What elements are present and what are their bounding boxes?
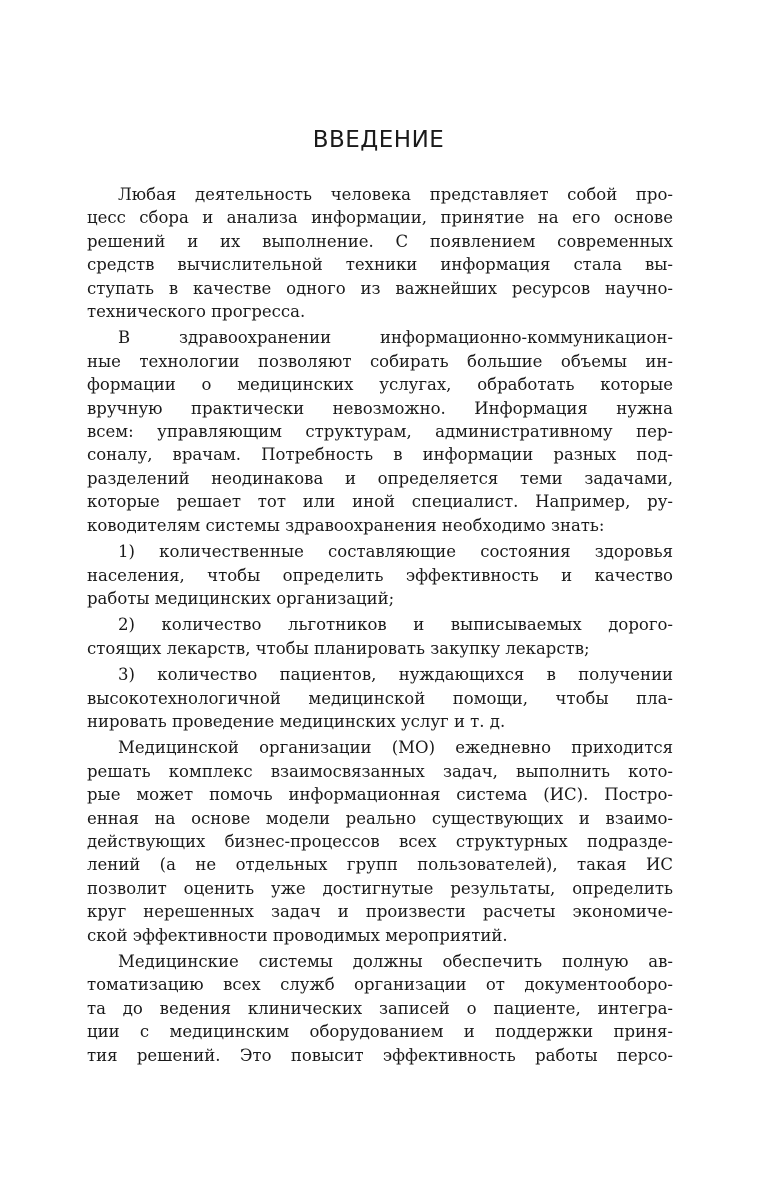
text-line: соналу, врачам. Потребность в информации разных под- [87, 445, 673, 465]
text-line: стоящих лекарств, чтобы планировать закупку лекарств; [87, 638, 590, 658]
text-line: лений (а не отдельных групп пользователей), такая ИС [87, 855, 673, 875]
text-line: томатизацию всех служб организации от документооборо- [87, 975, 673, 995]
text-line: круг нерешенных задач и произвести расчеты экономиче- [87, 902, 673, 922]
paragraph [87, 183, 673, 323]
text-line: решений и их выполнение. С появлением современных [87, 231, 673, 251]
text-line: 1) количественные составляющие состояния здоровья [118, 542, 673, 562]
text-line: нировать проведение медицинских услуг и т. д. [87, 711, 506, 731]
text-line: 3) количество пациентов, нуждающихся в получении [118, 665, 673, 685]
text-line: формации о медицинских услугах, обработать которые [87, 375, 673, 395]
text-line: решать комплекс взаимосвязанных задач, выполнить кото- [87, 761, 673, 781]
text-line: 2) количество льготников и выписываемых дорого- [118, 615, 673, 635]
text-line: ководителям системы здравоохранения необходимо знать: [87, 515, 605, 535]
text-line: технического прогресса. [87, 302, 306, 322]
text-line: всем: управляющим структурам, административному пер- [87, 422, 673, 442]
body-text [87, 183, 673, 1070]
text-line: Медицинские системы должны обеспечить полную ав- [118, 952, 673, 971]
text-line: населения, чтобы определить эффективность и качество [87, 565, 673, 585]
text-line: Любая деятельность человека представляет собой про- [118, 185, 673, 204]
text-line: тия решений. Это повысит эффективность работы персо- [87, 1045, 673, 1065]
paragraph [87, 736, 673, 947]
text-line: позволит оценить уже достигнутые результаты, определить [87, 878, 673, 898]
text-line: ской эффективности проводимых мероприятий. [87, 925, 508, 945]
paragraph [87, 613, 673, 660]
text-line: ступать в качестве одного из важнейших ресурсов научно- [87, 278, 673, 298]
text-line: рые может помочь информационная система (ИС). Постро- [87, 785, 673, 805]
text-line: которые решает тот или иной специалист. Например, ру- [87, 492, 673, 512]
text-line: высокотехнологичной медицинской помощи, чтобы пла- [87, 688, 673, 708]
paragraph [87, 540, 673, 610]
paragraph [87, 326, 673, 537]
paragraph [87, 663, 673, 733]
text-line: работы медицинских организаций; [87, 588, 395, 608]
text-line: енная на основе модели реально существующих и взаимо- [87, 808, 673, 828]
text-line: разделений неодинакова и определяется теми задачами, [87, 468, 673, 488]
text-line: действующих бизнес-процессов всех структурных подразде- [87, 831, 673, 851]
text-line: цесс сбора и анализа информации, принятие на его основе [87, 208, 673, 228]
text-line: ции с медицинским оборудованием и поддержки приня- [87, 1022, 673, 1042]
text-line: В здравоохранении информационно-коммуникацион- [118, 328, 673, 348]
chapter-title: ВВЕДЕНИЕ [312, 127, 445, 153]
text-line: вручную практически невозможно. Информация нужна [87, 398, 673, 418]
text-line: Медицинской организации (МО) ежедневно приходится [118, 738, 673, 758]
text-line: та до ведения клинических записей о пациенте, интегра- [87, 998, 673, 1018]
text-line: средств вычислительной техники информация стала вы- [87, 255, 673, 275]
text-line: ные технологии позволяют собирать большие объемы ин- [87, 351, 673, 371]
paragraph [87, 950, 673, 1067]
